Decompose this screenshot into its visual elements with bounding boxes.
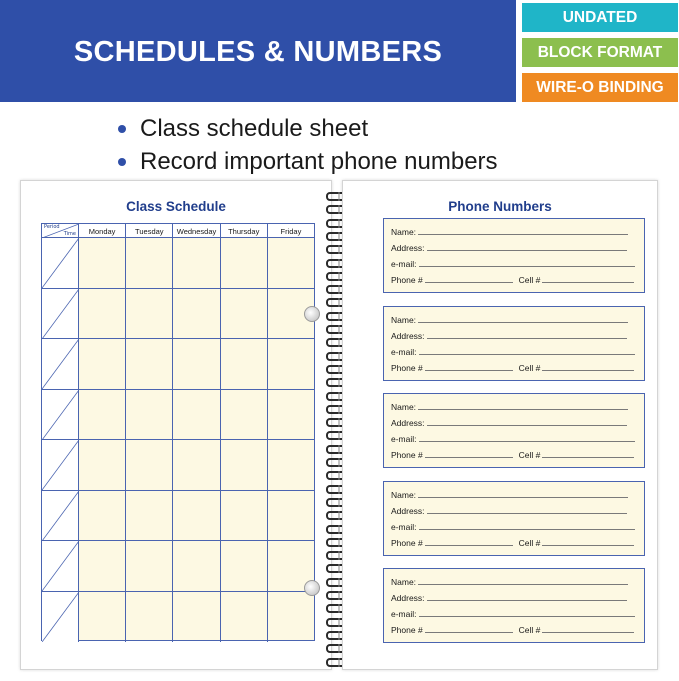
- period-diagonal-icon: [42, 390, 79, 440]
- schedule-cell[interactable]: [268, 440, 314, 490]
- bullet-text: Class schedule sheet: [140, 114, 369, 142]
- field-underline: [427, 600, 627, 601]
- schedule-cell[interactable]: [268, 390, 314, 440]
- schedule-cell[interactable]: [79, 339, 126, 389]
- bullet-item: [118, 112, 498, 145]
- field-label: e-mail:: [391, 346, 417, 357]
- schedule-cell[interactable]: [173, 238, 220, 288]
- header-banner: [0, 0, 516, 102]
- period-time-cell[interactable]: [42, 541, 79, 591]
- schedule-row: [42, 390, 314, 441]
- punch-hole-icon: [304, 580, 320, 596]
- field-label: Name:: [391, 489, 417, 500]
- schedule-cell[interactable]: [173, 592, 220, 643]
- cell-underline: [542, 545, 634, 546]
- field-underline: [418, 234, 628, 235]
- field-underline: [419, 616, 635, 617]
- cell-label: Cell #: [518, 537, 541, 548]
- phone-label: Phone #: [391, 362, 423, 373]
- phone-underline: [425, 632, 513, 633]
- field-label: e-mail:: [391, 434, 417, 444]
- schedule-row: [42, 289, 314, 340]
- field-label: Name:: [391, 402, 417, 412]
- period-time-cell[interactable]: [42, 440, 79, 490]
- phone-underline: [425, 370, 513, 371]
- field-label: e-mail:: [391, 521, 417, 532]
- schedule-cell[interactable]: [221, 289, 268, 339]
- badge-undated: UNDATED: [522, 3, 678, 32]
- phone-underline: [425, 282, 513, 283]
- address-field[interactable]: [391, 504, 627, 516]
- phone-entry-box: [383, 306, 645, 381]
- field-label: Address:: [391, 243, 425, 253]
- day-header: Friday: [280, 226, 302, 236]
- field-underline: [419, 354, 635, 355]
- period-diagonal-icon: [42, 339, 79, 389]
- phone-label: Phone #: [391, 625, 423, 635]
- class-schedule-title: Class Schedule: [126, 199, 226, 214]
- period-diagonal-icon: [42, 541, 79, 591]
- cell-label: Cell #: [518, 450, 541, 460]
- address-field[interactable]: [391, 241, 627, 253]
- field-label: Name:: [391, 314, 417, 325]
- schedule-cell[interactable]: [126, 238, 173, 288]
- schedule-cell[interactable]: [126, 390, 173, 440]
- phone-entry-box: [383, 568, 645, 643]
- schedule-header-row: [42, 224, 314, 238]
- schedule-cell[interactable]: [79, 289, 126, 339]
- day-header: Wednesday: [173, 224, 220, 238]
- name-field[interactable]: [391, 313, 628, 325]
- schedule-cell[interactable]: [126, 339, 173, 389]
- schedule-cell[interactable]: [79, 440, 126, 490]
- schedule-cell[interactable]: [79, 390, 126, 440]
- bullet-text: Record important phone numbers: [140, 147, 498, 175]
- bullet-dot-icon: [118, 158, 126, 166]
- cell-label: Cell #: [518, 362, 541, 373]
- name-field[interactable]: [391, 488, 628, 500]
- schedule-cell[interactable]: [173, 491, 220, 541]
- schedule-cell[interactable]: [268, 491, 314, 541]
- field-underline: [419, 529, 635, 530]
- badge-wire-o-binding: WIRE-O BINDING: [522, 73, 678, 102]
- field-underline: [419, 441, 635, 442]
- field-underline: [418, 409, 628, 410]
- period-diagonal-icon: [42, 238, 79, 288]
- phone-numbers-page: [342, 180, 658, 670]
- banner-title: SCHEDULES & NUMBERS: [73, 36, 443, 68]
- schedule-cell[interactable]: [173, 289, 220, 339]
- field-underline: [427, 250, 627, 251]
- field-label: e-mail:: [391, 609, 417, 619]
- period-time-cell[interactable]: [42, 491, 79, 541]
- class-schedule-page: [20, 180, 332, 670]
- badge-block-format: BLOCK FORMAT: [522, 38, 678, 67]
- schedule-cell[interactable]: [126, 491, 173, 541]
- schedule-body: [42, 238, 314, 642]
- field-label: Name:: [391, 227, 417, 237]
- day-header: Monday: [79, 224, 126, 238]
- address-field[interactable]: [391, 416, 627, 428]
- class-schedule-grid: [41, 223, 315, 641]
- period-diagonal-icon: [42, 592, 79, 642]
- cell-underline: [542, 282, 634, 283]
- period-time-cell[interactable]: [42, 289, 79, 339]
- day-header: Thursday: [221, 224, 268, 238]
- schedule-cell[interactable]: [268, 339, 314, 389]
- field-underline: [427, 338, 627, 339]
- phone-cell-field[interactable]: [391, 361, 634, 373]
- field-label: Address:: [391, 330, 425, 341]
- schedule-cell[interactable]: [221, 390, 268, 440]
- phone-cell-field[interactable]: [391, 273, 634, 285]
- period-time-cell[interactable]: [42, 592, 79, 643]
- email-field[interactable]: [391, 520, 635, 532]
- schedule-cell[interactable]: [173, 440, 220, 490]
- schedule-cell[interactable]: [221, 440, 268, 490]
- cell-label: Cell #: [518, 625, 541, 635]
- name-field[interactable]: [391, 225, 628, 237]
- punch-hole-icon: [304, 306, 320, 322]
- field-underline: [427, 513, 627, 514]
- feature-bullets: [118, 112, 498, 178]
- email-field[interactable]: [391, 432, 635, 444]
- schedule-cell[interactable]: [221, 238, 268, 288]
- schedule-cell[interactable]: [221, 339, 268, 389]
- phone-cell-field[interactable]: [391, 448, 634, 460]
- field-underline: [427, 425, 627, 426]
- phone-underline: [425, 545, 513, 546]
- field-underline: [419, 266, 635, 267]
- period-diagonal-icon: [42, 440, 79, 490]
- schedule-row: [42, 238, 314, 289]
- schedule-cell[interactable]: [79, 541, 126, 591]
- field-label: Address:: [391, 505, 425, 516]
- field-underline: [418, 584, 628, 585]
- schedule-cell[interactable]: [221, 592, 268, 643]
- bullet-dot-icon: [118, 125, 126, 133]
- period-label: Period: [44, 224, 60, 230]
- schedule-cell[interactable]: [173, 339, 220, 389]
- cell-label: Cell #: [518, 275, 541, 285]
- address-field[interactable]: [391, 591, 627, 603]
- phone-cell-field[interactable]: [391, 623, 634, 635]
- phone-entry-box: [383, 481, 645, 556]
- cell-underline: [542, 370, 634, 371]
- cell-underline: [542, 632, 634, 633]
- bullet-item: [118, 145, 498, 178]
- schedule-cell[interactable]: [268, 592, 314, 643]
- phone-entry-box: [383, 393, 645, 468]
- schedule-row: [42, 491, 314, 542]
- phone-cell-field[interactable]: [391, 536, 634, 548]
- schedule-cell[interactable]: [79, 491, 126, 541]
- cell-underline: [542, 457, 634, 458]
- schedule-row: [42, 339, 314, 390]
- phone-label: Phone #: [391, 450, 423, 460]
- schedule-cell[interactable]: [221, 491, 268, 541]
- field-label: Address:: [391, 593, 425, 603]
- field-underline: [418, 322, 628, 323]
- schedule-cell[interactable]: [126, 541, 173, 591]
- schedule-cell[interactable]: [126, 592, 173, 643]
- field-label: e-mail:: [391, 259, 417, 269]
- email-field[interactable]: [391, 257, 635, 269]
- period-time-cell[interactable]: [42, 339, 79, 389]
- field-label: Address:: [391, 418, 425, 428]
- field-underline: [418, 497, 628, 498]
- email-field[interactable]: [391, 607, 635, 619]
- email-field[interactable]: [391, 345, 635, 357]
- schedule-cell[interactable]: [79, 238, 126, 288]
- schedule-cell[interactable]: [126, 289, 173, 339]
- field-label: Name:: [391, 577, 417, 587]
- schedule-row: [42, 592, 314, 643]
- schedule-cell[interactable]: [173, 541, 220, 591]
- period-diagonal-icon: [42, 289, 79, 339]
- schedule-row: [42, 541, 314, 592]
- name-field[interactable]: [391, 400, 628, 412]
- schedule-cell[interactable]: [79, 592, 126, 643]
- time-label: Time: [63, 231, 76, 237]
- address-field[interactable]: [391, 329, 627, 341]
- period-time-cell[interactable]: [42, 390, 79, 440]
- phone-underline: [425, 457, 513, 458]
- phone-entry-box: [383, 218, 645, 293]
- schedule-cell[interactable]: [221, 541, 268, 591]
- phone-label: Phone #: [391, 537, 423, 548]
- phone-label: Phone #: [391, 275, 423, 285]
- schedule-cell[interactable]: [173, 390, 220, 440]
- schedule-cell[interactable]: [268, 238, 314, 288]
- period-time-cell[interactable]: [42, 238, 79, 288]
- period-time-corner: [42, 224, 79, 238]
- schedule-cell[interactable]: [126, 440, 173, 490]
- schedule-row: [42, 440, 314, 491]
- name-field[interactable]: [391, 575, 628, 587]
- phone-numbers-title: Phone Numbers: [448, 199, 552, 214]
- day-header: Tuesday: [126, 224, 173, 238]
- period-diagonal-icon: [42, 491, 79, 541]
